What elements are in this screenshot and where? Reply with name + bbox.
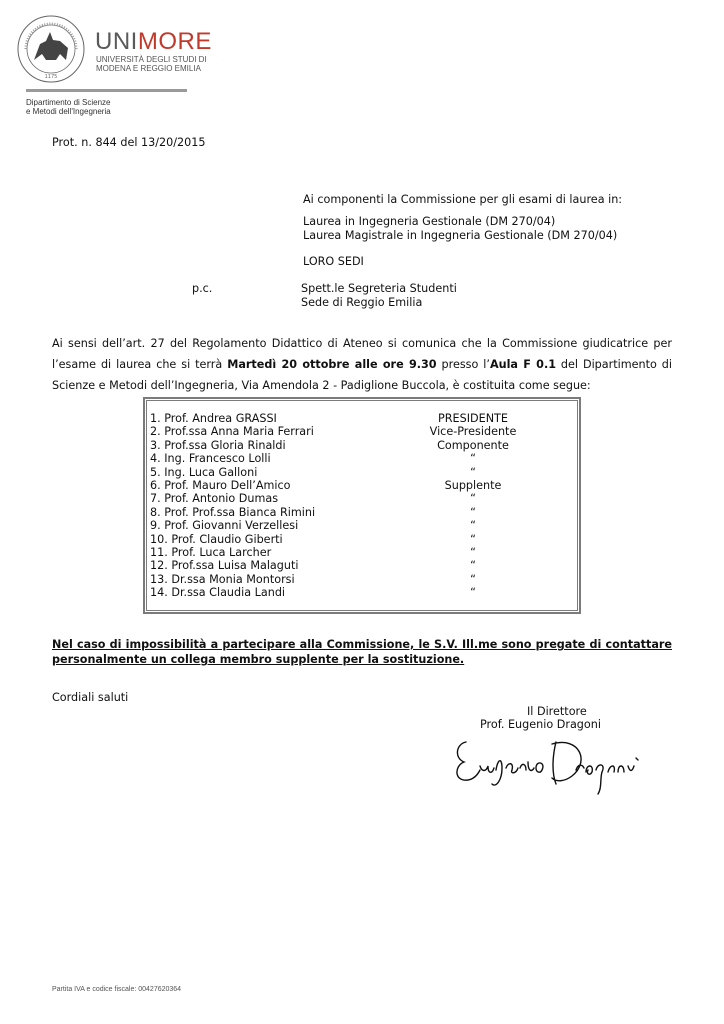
protocol-number: Prot. n. 844 del 13/20/2015 — [52, 136, 206, 149]
brand-line-2: MODENA E REGGIO EMILIA — [96, 64, 201, 73]
body-part-1: Ai sensi dell’art. 27 del Regolamento Didattico di Ateneo si comunica che la Commissione giudicatrice per l’esame di laurea che si terrà — [52, 337, 672, 371]
committee-member-role: “ — [470, 559, 476, 573]
committee-member-role: PRESIDENTE — [438, 412, 508, 425]
pc-label: p.c. — [192, 282, 213, 295]
committee-member-name: 9. Prof. Giovanni Verzellesi — [150, 519, 299, 533]
committee-member-role: “ — [470, 519, 476, 533]
closing-greeting: Cordiali saluti — [52, 691, 129, 704]
brand-line-1: UNIVERSITÀ DEGLI STUDI DI — [96, 55, 207, 64]
committee-member-name: 3. Prof.ssa Gloria Rinaldi — [150, 438, 286, 452]
committee-member-name: 1. Prof. Andrea GRASSI — [150, 412, 277, 425]
pc-line-2: Sede di Reggio Emilia — [301, 296, 423, 309]
course-2: Laurea Magistrale in Ingegneria Gestionale (DM 270/04) — [303, 229, 618, 242]
committee-member-name: 6. Prof. Mauro Dell’Amico — [150, 479, 291, 492]
committee-member-role: Componente — [437, 438, 509, 452]
committee-member-role: “ — [470, 572, 476, 586]
committee-member-name: 10. Prof. Claudio Giberti — [150, 532, 283, 546]
committee-member-name: 14. Dr.ssa Claudia Landi — [150, 586, 286, 600]
committee-member-role: “ — [470, 586, 476, 600]
loro-sedi: LORO SEDI — [303, 255, 364, 268]
committee-member-name: 11. Prof. Luca Larcher — [150, 546, 272, 559]
committee-member-name: 5. Ing. Luca Galloni — [150, 465, 258, 479]
signatory-name: Prof. Eugenio Dragoni — [480, 718, 601, 731]
committee-member-role: “ — [470, 546, 476, 559]
committee-member-name: 13. Dr.ssa Monia Montorsi — [150, 572, 295, 586]
body-part-3: del Dipartimento di Scienze e Metodi dell’Ingegneria, Via Amendola 2 - Padiglione Buccola, è costituita come segue: — [52, 358, 672, 392]
department-name — [26, 98, 111, 116]
pc-line-1: Spett.le Segreteria Studenti — [301, 282, 457, 295]
committee-member-role: Vice-Presidente — [429, 425, 517, 439]
notice-text: Nel caso di impossibilità a partecipare alla Commissione, le S.V. Ill.me sono pregate di contattare personalmente un collega membro supplente per la sostituzione. — [52, 638, 672, 666]
brand-uni: UNI — [95, 28, 138, 55]
committee-member-role: “ — [470, 492, 476, 506]
course-1: Laurea in Ingegneria Gestionale (DM 270/04) — [303, 215, 556, 228]
committee-member-role: “ — [470, 505, 476, 519]
committee-member-role: Supplente — [444, 479, 502, 492]
footer-vat: Partita IVA e codice fiscale: 00427620364 — [52, 986, 182, 993]
svg-text:1175: 1175 — [44, 74, 58, 80]
committee-member-role: “ — [470, 452, 476, 466]
exam-room: Aula F 0.1 — [489, 358, 556, 371]
header-divider — [26, 89, 187, 92]
committee-member-name: 12. Prof.ssa Luisa Malaguti — [150, 559, 299, 573]
committee-member-name: 4. Ing. Francesco Lolli — [150, 452, 271, 466]
recipients-intro: Ai componenti la Commissione per gli esami di laurea in: — [303, 193, 623, 206]
committee-member-name: 7. Prof. Antonio Dumas — [150, 492, 279, 506]
committee-member-name: 8. Prof. Prof.ssa Bianca Rimini — [150, 505, 316, 519]
exam-date: Martedì 20 ottobre alle ore 9.30 — [227, 358, 437, 371]
committee-member-name: 2. Prof.ssa Anna Maria Ferrari — [150, 425, 314, 439]
brand-subtitle — [96, 55, 207, 73]
body-part-2: presso l’ — [436, 358, 490, 371]
committee-member-role: “ — [470, 465, 476, 479]
body-paragraph — [52, 333, 672, 396]
signatory-title: Il Direttore — [527, 705, 587, 718]
dept-line-1: Dipartimento di Scienze — [26, 98, 111, 107]
brand-wordmark — [95, 28, 212, 56]
brand-more: MORE — [137, 28, 212, 55]
committee-member-role: “ — [470, 532, 476, 546]
dept-line-2: e Metodi dell'Ingegneria — [26, 107, 111, 116]
university-seal-logo — [16, 14, 86, 84]
handwritten-signature — [452, 728, 652, 800]
